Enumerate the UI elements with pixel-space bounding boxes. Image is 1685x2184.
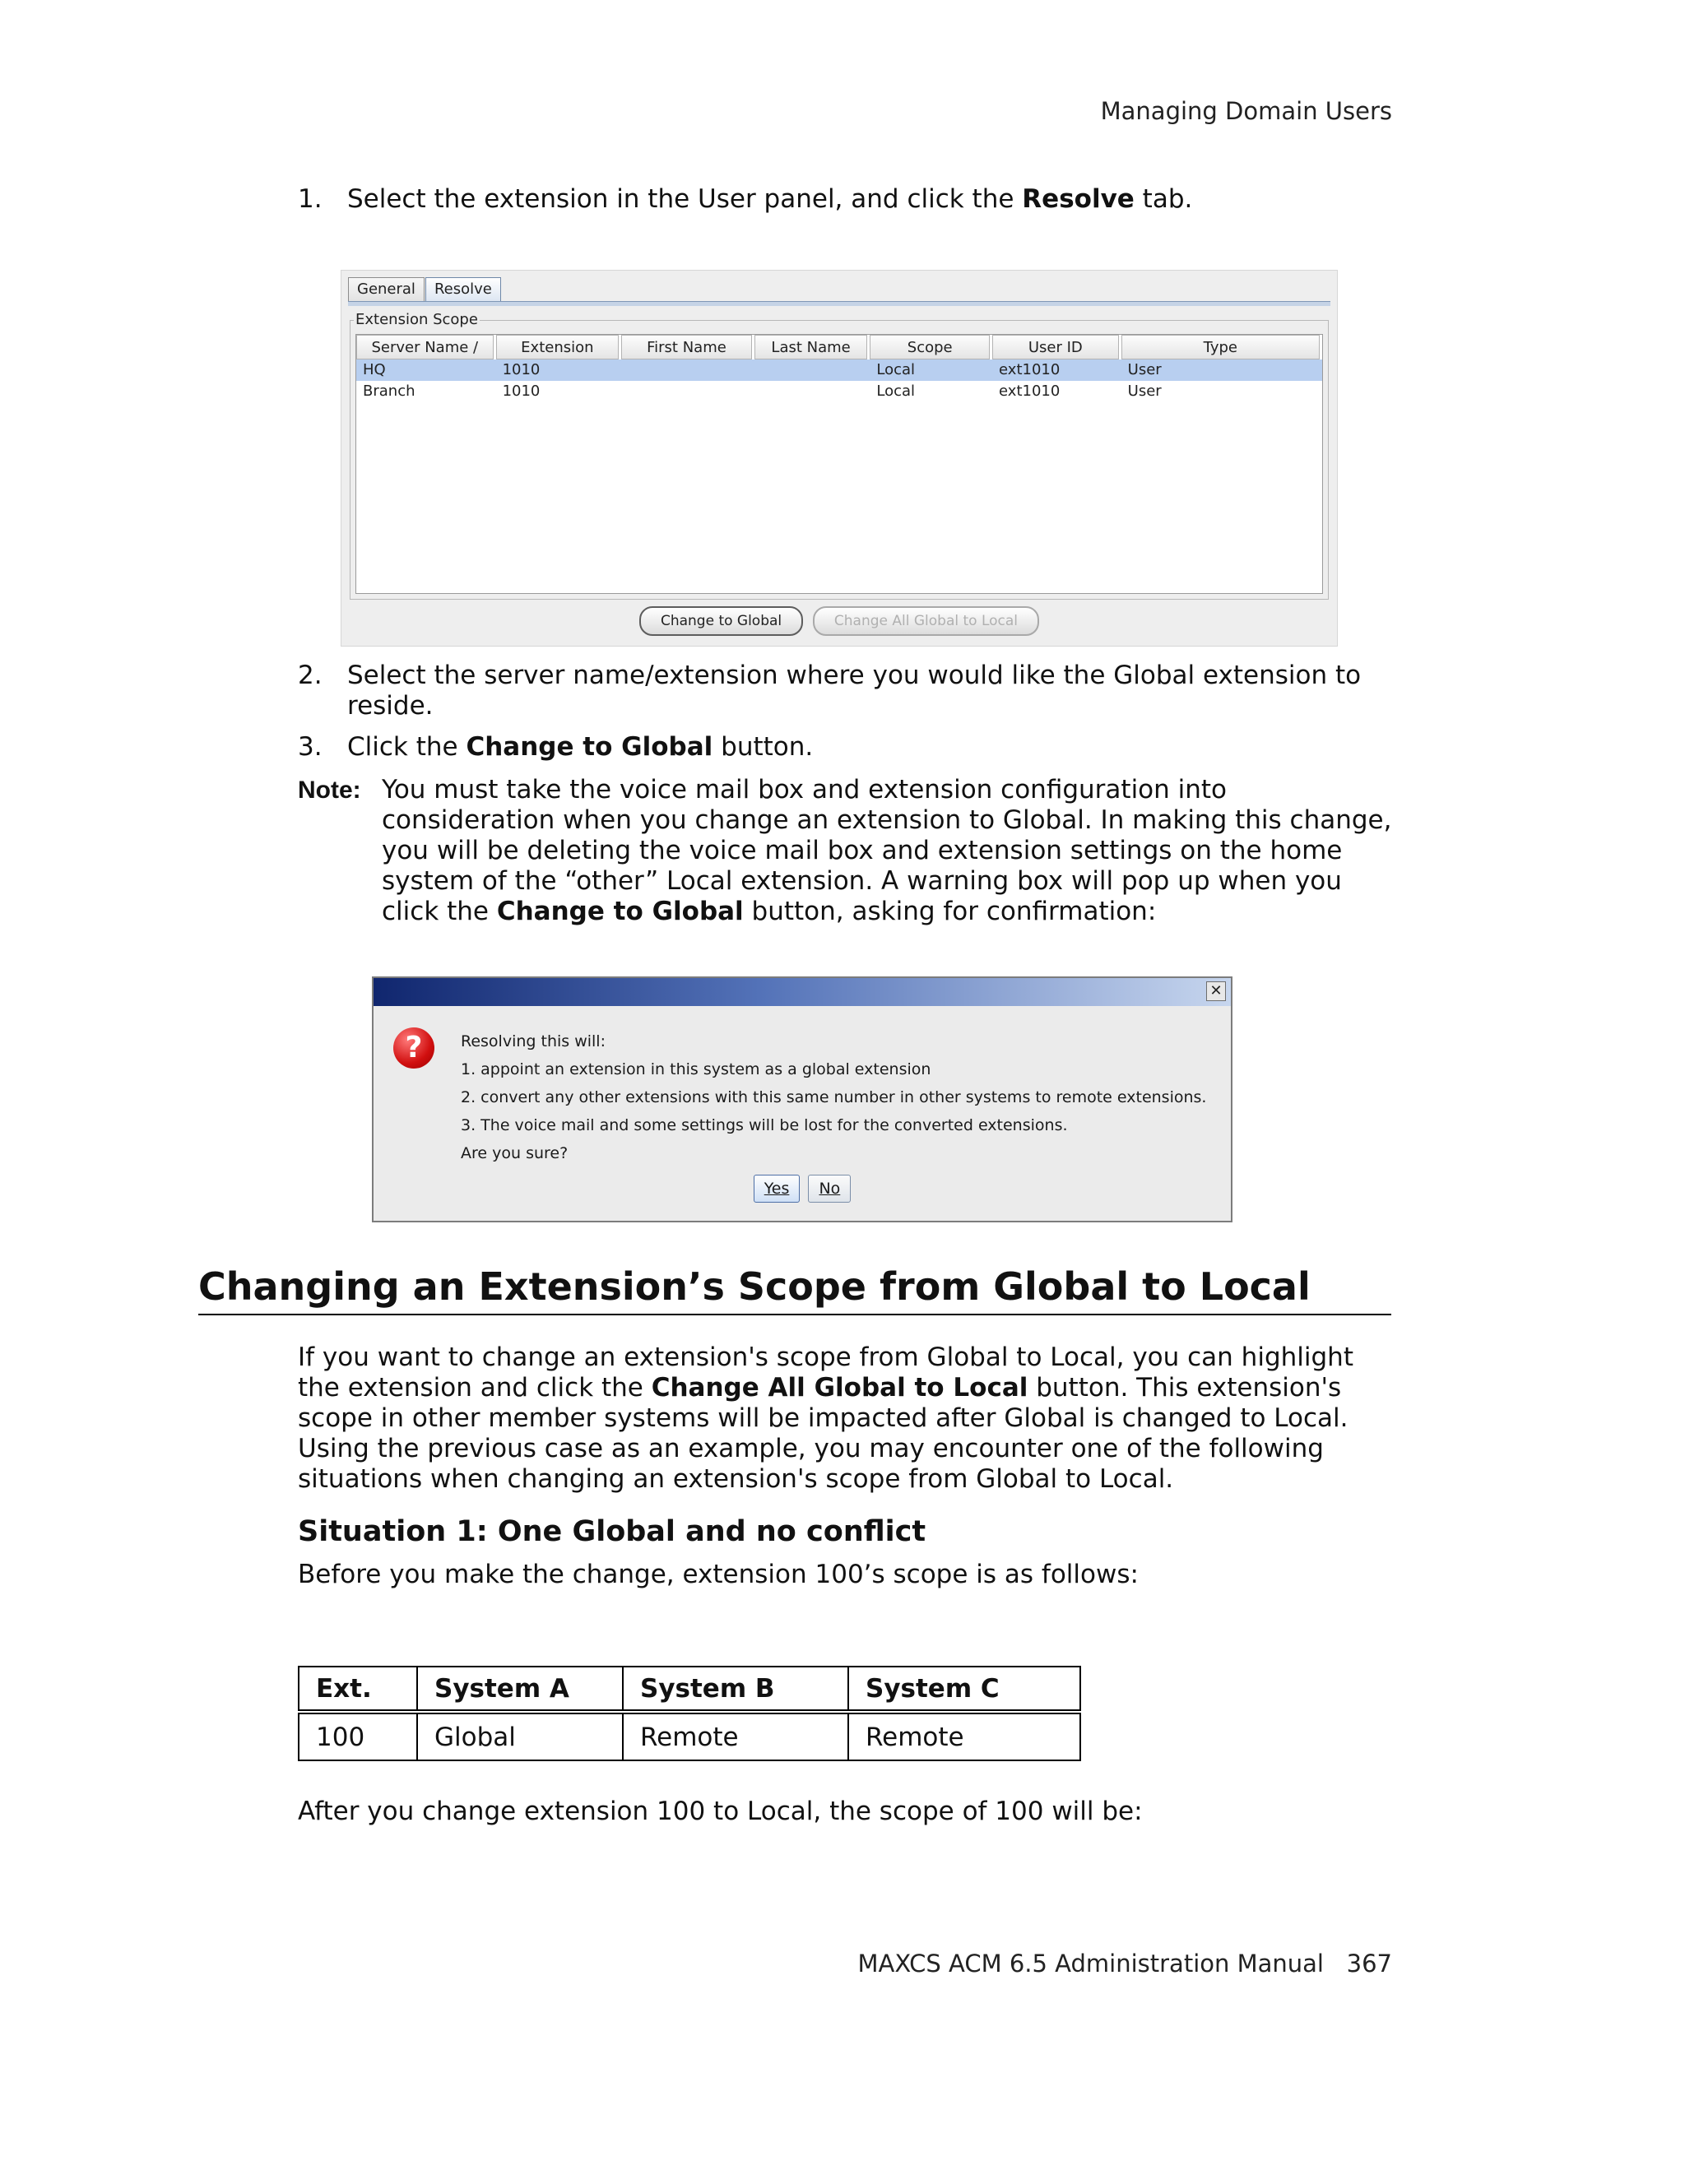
tab-bar bbox=[348, 277, 502, 301]
extension-scope-label: Extension Scope bbox=[355, 311, 478, 328]
dialog-line: Resolving this will: bbox=[461, 1032, 606, 1050]
cell-extension: 1010 bbox=[502, 383, 541, 400]
dialog-line: 3. The voice mail and some settings will be lost for the converted extensions. bbox=[461, 1116, 1068, 1134]
dialog-message bbox=[461, 1027, 1206, 1167]
cell-last-name bbox=[754, 359, 868, 381]
cell-system-a: Global bbox=[417, 1712, 623, 1760]
dialog-line: Are you sure? bbox=[461, 1144, 569, 1162]
section-heading: Changing an Extension’s Scope from Global to Local bbox=[198, 1264, 1391, 1315]
note bbox=[298, 775, 1392, 927]
cell-user-id: ext1010 bbox=[999, 383, 1061, 400]
confirmation-dialog-screenshot bbox=[372, 976, 1232, 1222]
cell-first-name bbox=[621, 359, 752, 381]
table-header bbox=[356, 335, 1322, 359]
cell-type: User bbox=[1127, 383, 1162, 400]
extension-scope-table bbox=[355, 334, 1323, 594]
tab-resolve[interactable]: Resolve bbox=[425, 277, 501, 301]
cell-scope: Local bbox=[876, 361, 916, 378]
column-header-user-id[interactable]: User ID bbox=[992, 335, 1119, 359]
step-3 bbox=[298, 732, 1392, 763]
table-header-row bbox=[299, 1667, 1080, 1712]
cell-system-c: Remote bbox=[848, 1712, 1080, 1760]
column-header-first-name[interactable]: First Name bbox=[621, 335, 752, 359]
no-button[interactable]: No bbox=[808, 1175, 851, 1203]
cell-system-b: Remote bbox=[623, 1712, 848, 1760]
cell-user-id: ext1010 bbox=[999, 361, 1061, 378]
cell-last-name bbox=[754, 381, 868, 402]
cell-extension: 1010 bbox=[502, 361, 541, 378]
change-to-global-button[interactable]: Change to Global bbox=[639, 606, 803, 636]
question-icon: ? bbox=[393, 1027, 434, 1069]
cell-first-name bbox=[621, 381, 752, 402]
cell-type: User bbox=[1127, 361, 1162, 378]
scope-table bbox=[298, 1666, 1081, 1761]
column-header-last-name[interactable]: Last Name bbox=[754, 335, 868, 359]
column-header-server-name[interactable]: Server Name / bbox=[356, 335, 494, 359]
step-text: Select the server name/extension where you would like the Global extension to reside. bbox=[347, 661, 1362, 721]
change-all-global-to-local-button[interactable]: Change All Global to Local bbox=[813, 606, 1039, 636]
yes-button[interactable]: Yes bbox=[754, 1175, 801, 1203]
dialog-buttons bbox=[374, 1175, 1231, 1203]
after-text: After you change extension 100 to Local, the scope of 100 will be: bbox=[298, 1797, 1143, 1826]
resolve-buttons bbox=[341, 606, 1337, 636]
cell-server-name: Branch bbox=[363, 383, 415, 400]
step-text: Select the extension in the User panel, and click the Resolve tab. bbox=[347, 184, 1193, 214]
extension-scope-group bbox=[350, 311, 1329, 600]
cell-ext: 100 bbox=[299, 1712, 417, 1760]
cell-server-name: HQ bbox=[363, 361, 386, 378]
cell-scope: Local bbox=[876, 383, 916, 400]
step-number: 3. bbox=[298, 732, 323, 762]
before-text: Before you make the change, extension 100’s scope is as follows: bbox=[298, 1560, 1139, 1589]
section-paragraph: If you want to change an extension's scope from Global to Local, you can highlight the extension and click the Change All Global to Local button. This extension's scope in other member systems will be impacted after Global is changed to Local. Using the previous case as an example, you may encounter one of the following situations when changing an extension's scope from Global to Local. bbox=[298, 1342, 1353, 1494]
note-text: You must take the voice mail box and extension configuration into consideration when you change an extension to Global. In making this change, you will be deleting the voice mail box and extension settings on the home system of the “other” Local extension. A warning box will pop up when you click the Change to Global button, asking for confirmation: bbox=[382, 775, 1392, 926]
page-header: Managing Domain Users bbox=[1100, 97, 1392, 125]
column-header-type[interactable]: Type bbox=[1121, 335, 1320, 359]
close-icon[interactable]: ✕ bbox=[1206, 981, 1226, 1001]
dialog-title-bar bbox=[374, 978, 1231, 1006]
resolve-panel-screenshot bbox=[341, 270, 1338, 647]
step-2 bbox=[298, 661, 1392, 721]
dialog-line: 2. convert any other extensions with this same number in other systems to remote extensions. bbox=[461, 1088, 1207, 1106]
table-row[interactable] bbox=[356, 359, 1322, 381]
column-header-scope[interactable]: Scope bbox=[870, 335, 990, 359]
table-row bbox=[299, 1712, 1080, 1760]
header-system-c: System C bbox=[848, 1667, 1080, 1712]
dialog-line: 1. appoint an extension in this system as a global extension bbox=[461, 1060, 931, 1078]
page-footer: MAXCS ACM 6.5 Administration Manual 367 bbox=[857, 1950, 1392, 1978]
step-number: 1. bbox=[298, 184, 323, 214]
table-row[interactable] bbox=[356, 381, 1322, 402]
header-system-b: System B bbox=[623, 1667, 848, 1712]
tab-general[interactable]: General bbox=[348, 277, 425, 301]
step-text: Click the Change to Global button. bbox=[347, 732, 814, 762]
header-ext: Ext. bbox=[299, 1667, 417, 1712]
note-label: Note: bbox=[298, 777, 361, 804]
step-number: 2. bbox=[298, 661, 323, 690]
tab-divider bbox=[348, 301, 1330, 306]
step-1 bbox=[298, 184, 1392, 215]
header-system-a: System A bbox=[417, 1667, 623, 1712]
column-header-extension[interactable]: Extension bbox=[496, 335, 620, 359]
situation-heading: Situation 1: One Global and no conflict bbox=[298, 1515, 926, 1548]
